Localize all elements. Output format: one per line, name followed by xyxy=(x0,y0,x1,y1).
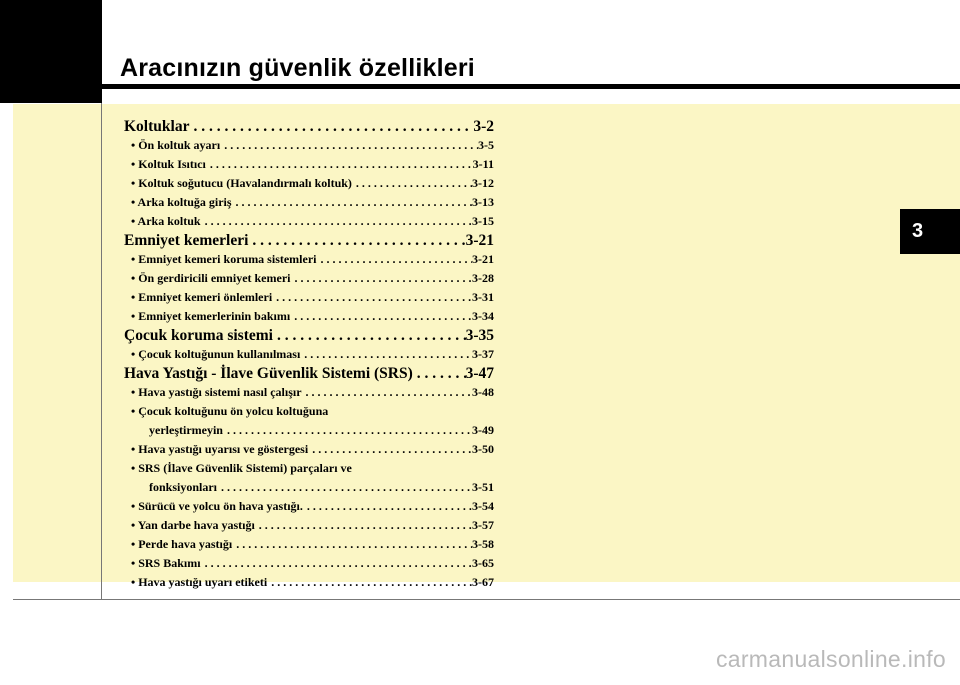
corner-block xyxy=(0,0,102,103)
toc-page-number: 3-21 xyxy=(472,252,494,266)
toc-page-number: 3-54 xyxy=(472,499,494,513)
toc-entry[interactable] xyxy=(124,136,494,155)
toc-leader-dots xyxy=(317,250,473,269)
toc-entry-label: • Çocuk koltuğunun kullanılması xyxy=(131,347,301,361)
table-of-contents xyxy=(124,117,494,592)
toc-leader-dots xyxy=(201,554,472,573)
toc-leader-dots xyxy=(232,535,472,554)
toc-entry-label: • Koltuk Isıtıcı xyxy=(131,157,206,171)
toc-section-entry[interactable] xyxy=(124,364,494,383)
toc-entry[interactable] xyxy=(124,440,494,459)
toc-leader-dots xyxy=(223,421,472,440)
toc-entry-label: • Arka koltuğa giriş xyxy=(131,195,232,209)
toc-entry-label: • Emniyet kemeri koruma sistemleri xyxy=(131,252,317,266)
toc-leader-dots xyxy=(303,497,472,516)
toc-entry[interactable] xyxy=(124,345,494,364)
toc-page-number: 3-58 xyxy=(472,537,494,551)
toc-entry-label: • SRS (İlave Güvenlik Sistemi) parçaları ve xyxy=(131,461,352,475)
toc-entry[interactable] xyxy=(124,307,494,326)
toc-entry[interactable] xyxy=(124,516,494,535)
title-rule xyxy=(102,84,960,89)
toc-entry-label: • Hava yastığı uyarısı ve göstergesi xyxy=(131,442,309,456)
toc-entry[interactable] xyxy=(124,174,494,193)
bottom-divider xyxy=(13,599,960,600)
toc-page-number: 3-50 xyxy=(472,442,494,456)
toc-page-number: 3-28 xyxy=(472,271,494,285)
toc-page-number: 3-15 xyxy=(472,214,494,228)
toc-page-number: 3-13 xyxy=(472,195,494,209)
toc-entry-label: Hava Yastığı - İlave Güvenlik Sistemi (SRS) xyxy=(124,365,413,382)
toc-entry-label: • Yan darbe hava yastığı xyxy=(131,518,255,532)
toc-page-number: 3-35 xyxy=(465,327,494,344)
toc-entry-label: • Ön gerdiricili emniyet kemeri xyxy=(131,271,291,285)
toc-entry-label: • Koltuk soğutucu (Havalandırmalı koltuk) xyxy=(131,176,352,190)
toc-page-number: 3-47 xyxy=(465,365,494,382)
toc-leader-dots xyxy=(255,516,472,535)
sidebar-divider xyxy=(101,103,102,600)
toc-page-number: 3-2 xyxy=(473,118,494,135)
toc-entry-label: Emniyet kemerleri xyxy=(124,232,249,249)
toc-entry-label: • Ön koltuk ayarı xyxy=(131,138,221,152)
toc-leader-dots xyxy=(217,478,472,497)
toc-section-entry[interactable] xyxy=(124,117,494,136)
toc-page-number: 3-21 xyxy=(465,232,494,249)
toc-entry[interactable] xyxy=(124,497,494,516)
toc-leader-dots xyxy=(308,440,472,459)
toc-entry[interactable] xyxy=(124,573,494,592)
toc-leader-dots xyxy=(201,212,472,231)
toc-entry[interactable] xyxy=(124,535,494,554)
toc-page-number: 3-31 xyxy=(472,290,494,304)
toc-entry-label: • Çocuk koltuğunu ön yolcu koltuğuna xyxy=(131,404,329,418)
toc-entry[interactable] xyxy=(124,269,494,288)
toc-leader-dots xyxy=(232,193,472,212)
toc-entry-label: fonksiyonları xyxy=(149,480,218,494)
toc-entry[interactable] xyxy=(124,155,494,174)
toc-page-number: 3-11 xyxy=(472,157,494,171)
toc-entry-label: • Arka koltuk xyxy=(131,214,201,228)
toc-section-entry[interactable] xyxy=(124,326,494,345)
chapter-tab[interactable]: 3 xyxy=(900,209,960,254)
toc-entry-label: • Emniyet kemerlerinin bakımı xyxy=(131,309,291,323)
toc-entry[interactable] xyxy=(124,288,494,307)
toc-entry-label: Koltuklar xyxy=(124,118,190,135)
toc-entry-label: • Perde hava yastığı xyxy=(131,537,233,551)
toc-entry[interactable] xyxy=(124,212,494,231)
toc-entry[interactable] xyxy=(124,193,494,212)
toc-page-number: 3-37 xyxy=(472,347,494,361)
toc-leader-dots xyxy=(413,364,466,383)
toc-leader-dots xyxy=(248,231,465,250)
toc-leader-dots xyxy=(302,383,472,402)
page-title: Aracınızın güvenlik özellikleri xyxy=(120,54,475,82)
toc-entry[interactable] xyxy=(124,402,494,421)
toc-leader-dots xyxy=(189,117,473,136)
toc-entry[interactable] xyxy=(124,459,494,478)
toc-leader-dots xyxy=(272,288,472,307)
toc-entry[interactable] xyxy=(124,383,494,402)
toc-leader-dots xyxy=(291,269,473,288)
toc-entry-continuation[interactable] xyxy=(124,421,494,440)
toc-leader-dots xyxy=(352,174,472,193)
watermark: carmanualsonline.info xyxy=(715,646,946,672)
toc-entry-label: • SRS Bakımı xyxy=(131,556,201,570)
toc-leader-dots xyxy=(290,307,472,326)
toc-entry-continuation[interactable] xyxy=(124,478,494,497)
toc-page-number: 3-34 xyxy=(472,309,494,323)
toc-entry[interactable] xyxy=(124,554,494,573)
toc-entry-label: • Sürücü ve yolcu ön hava yastığı. xyxy=(131,499,303,513)
toc-leader-dots xyxy=(220,136,478,155)
toc-page-number: 3-51 xyxy=(472,480,494,494)
toc-leader-dots xyxy=(206,155,473,174)
toc-leader-dots xyxy=(300,345,472,364)
toc-entry-label: • Hava yastığı uyarı etiketi xyxy=(131,575,268,589)
toc-page-number: 3-67 xyxy=(472,575,494,589)
toc-page-number: 3-12 xyxy=(472,176,494,190)
toc-entry-label: • Hava yastığı sistemi nasıl çalışır xyxy=(131,385,302,399)
toc-entry[interactable] xyxy=(124,250,494,269)
toc-page-number: 3-48 xyxy=(472,385,494,399)
toc-entry-label: Çocuk koruma sistemi xyxy=(124,327,273,344)
toc-section-entry[interactable] xyxy=(124,231,494,250)
toc-entry-label: yerleştirmeyin xyxy=(149,423,223,437)
toc-page-number: 3-65 xyxy=(472,556,494,570)
toc-page-number: 3-5 xyxy=(478,138,494,152)
toc-entry-label: • Emniyet kemeri önlemleri xyxy=(131,290,273,304)
toc-leader-dots xyxy=(273,326,466,345)
toc-leader-dots xyxy=(267,573,472,592)
toc-page-number: 3-49 xyxy=(472,423,494,437)
toc-page-number: 3-57 xyxy=(472,518,494,532)
